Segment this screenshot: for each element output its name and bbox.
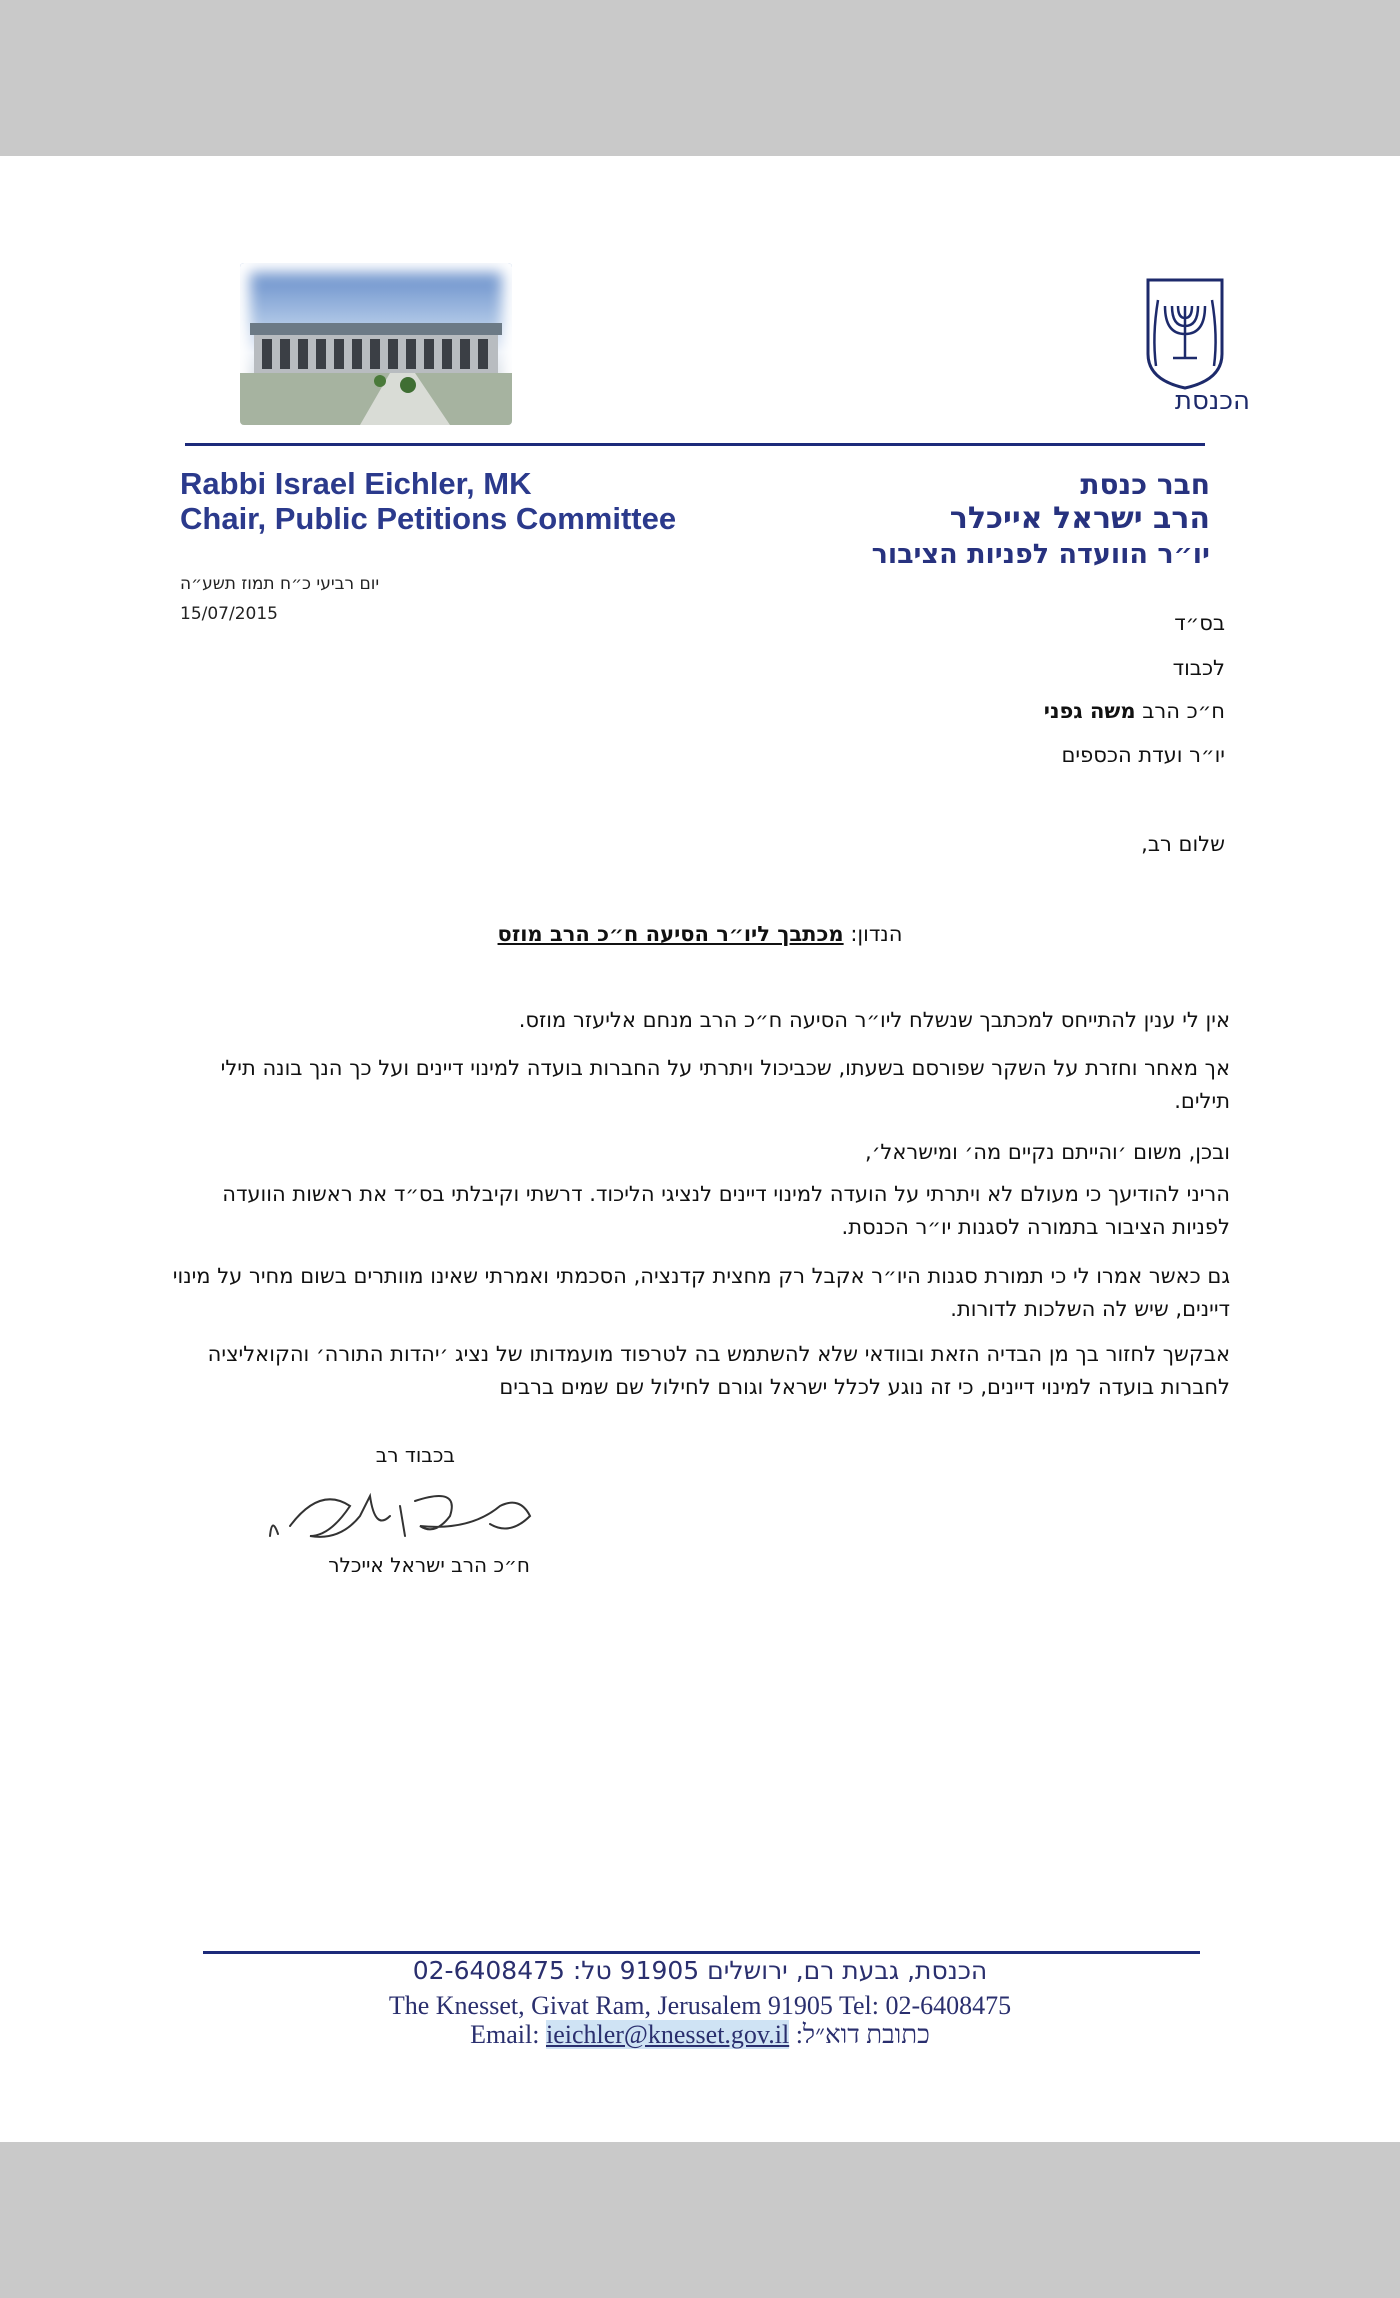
paragraph-5: גם כאשר אמרו לי כי תמורת סגנות היו״ר אקבל רק מחצית קדנציה, הסכמתי ואמרתי שאינו מוותרים בשום מחיר על מינוי דיינים, שיש לה השלכות לדורות. [172, 1264, 1230, 1321]
hebrew-date: יום רביעי כ״ח תמוז תשע״ה [180, 574, 380, 594]
recipient-name-bold: משה גפני [1043, 699, 1136, 723]
subject-label: הנדון: [850, 922, 903, 946]
emblem-label: הכנסת [1174, 386, 1250, 416]
top-gray-band [0, 0, 1400, 156]
paragraph-6: אבקשך לחזור בך מן הבדיה הזאת ובוודאי שלא להשתמש בה לטרפוד מועמדותו של נציג ׳יהדות התורה׳ והקואליציה לחברות בועדה למינוי דיינים, כי זה נוגע לכלל ישראל וגורם לחילול שם שמים ברבים [207, 1342, 1230, 1399]
email-link[interactable]: ieichler@knesset.gov.il [545, 2020, 790, 2049]
bsd-mark: בס״ד [1174, 611, 1225, 635]
header-divider [185, 443, 1205, 446]
knesset-building-photo [240, 263, 512, 425]
email-label-en: Email: [470, 2020, 540, 2049]
greeting: שלום רב, [1141, 832, 1225, 856]
bottom-gray-band [0, 2142, 1400, 2298]
english-sender-title: Chair, Public Petitions Committee [180, 501, 677, 536]
english-sender-name: Rabbi Israel Eichler, MK [180, 466, 532, 501]
footer-email-line [200, 2020, 1200, 2050]
handwritten-signature [260, 1476, 540, 1556]
paragraph-4: הריני להודיעך כי מעולם לא ויתרתי על הועדה למינוי דיינים לנציגי הליכוד. דרשתי וקיבלתי בס״ד את ראשות הוועדה לפניות הציבור בתמורה לסגנות יו״ר הכנסת. [222, 1182, 1230, 1239]
paragraph-3: ובכן, משום ׳והייתם נקיים מה׳ ומישראל׳, [865, 1140, 1230, 1164]
paragraph-2: אך מאחר וחזרת על השקר שפורסם בשעתו, שכביכול ויתרתי על החברות בועדה למינוי דיינים ועל כך הנך בונה תילי תילים. [220, 1056, 1230, 1113]
email-label-he: :כתובת דוא״ל [795, 2020, 930, 2049]
recipient-prefix: ח״כ הרב [1142, 699, 1225, 723]
footer-hebrew-address: הכנסת, גבעת רם, ירושלים 91905 טל: 02-6408475 [412, 1956, 988, 1985]
subject-topic: מכתבך ליו״ר הסיעה ח״כ הרב מוזס [497, 922, 844, 946]
hebrew-sender-line1: חבר כנסת [1080, 468, 1210, 501]
subject-line [175, 922, 1225, 946]
footer-english-address: The Knesset, Givat Ram, Jerusalem 91905 Tel: 02-6408475 [388, 1991, 1012, 2020]
footer-divider [203, 1951, 1200, 1954]
recipient-role: יו״ר ועדת הכספים [1061, 743, 1225, 767]
paragraph-1: אין לי ענין להתייחס למכתבך שנשלח ליו״ר הסיעה ח״כ הרב מנחם אליעזר מוזס. [518, 1008, 1230, 1032]
building-illustration [240, 263, 512, 425]
recipient-honorific: לכבוד [1172, 656, 1225, 680]
letter-page [0, 156, 1400, 2142]
closing-salutation: בכבוד רב [375, 1443, 455, 1467]
recipient-name [1044, 699, 1225, 723]
hebrew-sender-title: יו״ר הוועדה לפניות הציבור [871, 539, 1210, 570]
gregorian-date: 15/07/2015 [180, 604, 278, 624]
hebrew-sender-name: הרב ישראל אייכלר [949, 501, 1210, 536]
signer-name: ח״כ הרב ישראל אייכלר [328, 1553, 530, 1577]
